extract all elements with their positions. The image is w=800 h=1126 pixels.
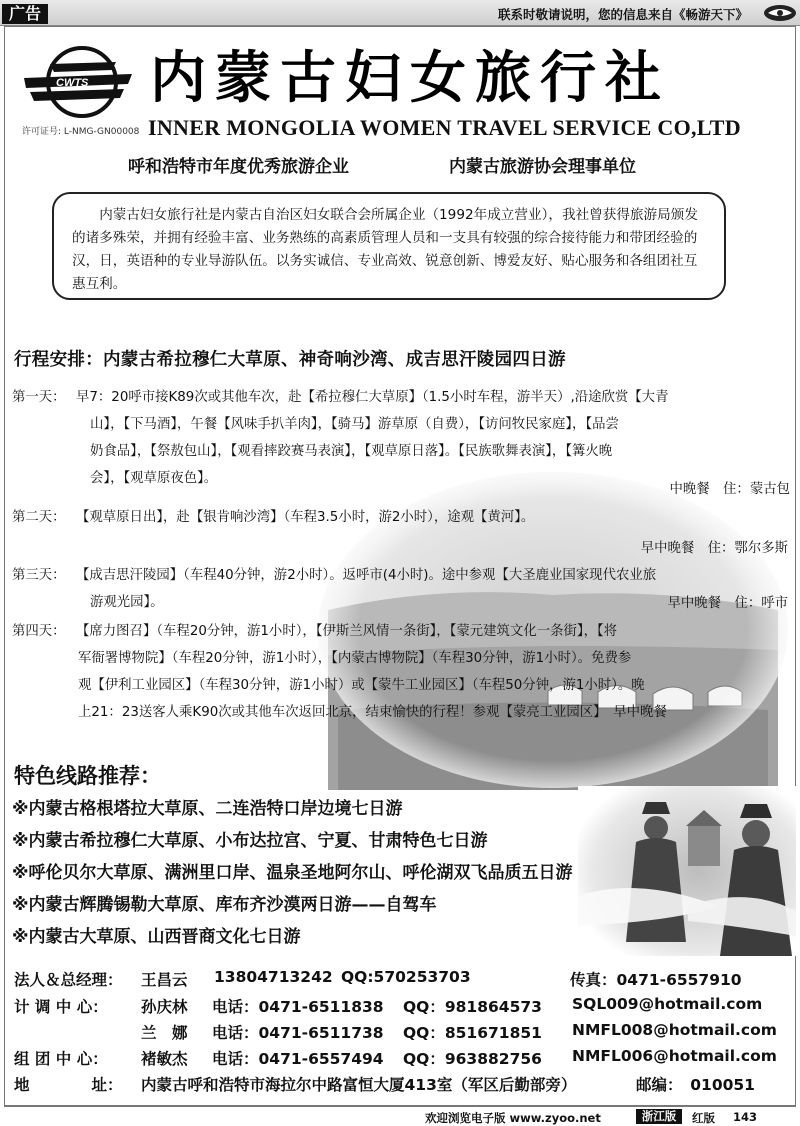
dispatch-phone: 电话：0471-6511838 [212,998,384,1016]
route-item: ※内蒙古大草原、山西晋商文化七日游 [12,927,301,947]
logo-text: CWTS [56,77,89,89]
day-1-line: 山】，【下马酒】，午餐【风味手扒羊肉】，【骑马】游草原（自费），【访问牧民家庭】，【品尝 [90,417,619,432]
day-3-meal: 早中晚餐 住：呼市 [667,596,788,611]
group-center-qq: QQ：963882756 [403,1050,542,1068]
dispatch-email[interactable]: NMFL008@hotmail.com [572,1021,777,1039]
page-number: 143 [733,1110,758,1124]
day-2-label: 第二天： [12,510,66,525]
edition-label: 红版 [692,1111,715,1125]
day-4-label: 第四天： [12,624,66,639]
dispatch-qq: QQ：851671851 [403,1024,542,1042]
day-4-line: 上21：23送客人乘K90次或其他车次返回北京，结束愉快的行程！参观【蒙亮工业园区】 早中晚餐 [78,705,667,720]
group-center-phone: 电话：0471-6557494 [212,1050,384,1068]
ad-tag: 广告 [2,4,48,24]
day-2-meal: 早中晚餐 住：鄂尔多斯 [640,541,788,556]
tagline-2: 内蒙古旅游协会理事单位 [449,157,636,177]
day-1-line: 奶食品】，【祭敖包山】，【观看摔跤赛马表演】，【观草原日落】。【民族歌舞表演】，【篝火晚 [90,444,613,459]
dispatch-phone: 电话：0471-6511738 [212,1024,384,1042]
route-item: ※内蒙古格根塔拉大草原、二连浩特口岸边境七日游 [12,799,403,819]
address-label: 地 址： [14,1076,123,1094]
dispatch-name: 孙庆林 [141,998,188,1016]
magazine-logo-icon [763,3,797,23]
route-item: ※内蒙古希拉穆仁大草原、小布达拉宫、宁夏、甘肃特色七日游 [12,831,488,851]
day-3-label: 第三天： [12,568,66,583]
top-strip [0,0,800,26]
legal-rep-phone: 13804713242 [214,968,333,986]
fax-number: 传真：0471-6557910 [570,971,742,989]
itinerary-title: 行程安排：内蒙古希拉穆仁大草原、神奇响沙湾、成吉思汗陵园四日游 [14,350,566,370]
company-name-en: INNER MONGOLIA WOMEN TRAVEL SERVICE CO,LTD [148,115,741,140]
dispatch-email[interactable]: SQL009@hotmail.com [572,995,763,1013]
address: 内蒙古呼和浩特市海拉尔中路富恒大厦413室（军区后勤部旁） [141,1076,577,1094]
featured-routes-title: 特色线路推荐： [14,764,161,788]
day-4-line: 军衙署博物院】（车程20分钟，游1小时），【内蒙古博物院】（车程30分钟，游1小时）。免费参 [78,651,632,666]
day-1-meal: 中晚餐 住：蒙古包 [669,482,790,497]
day-1-label: 第一天： [12,390,66,405]
day-4-line: 【席力图召】（车程20分钟，游1小时），【伊斯兰风情一条街】，【蒙元建筑文化一条街】，【将 [76,624,618,639]
dispatch-label: 计 调 中 心： [14,998,108,1016]
day-1-line: 早7：20呼市接K89次或其他车次，赴【希拉穆仁大草原】（1.5小时车程，游半天）,沿途欣赏【大青 [76,390,669,405]
dispatch-name: 兰 娜 [141,1024,188,1042]
day-2-line: 【观草原日出】，赴【银肯响沙湾】（车程3.5小时，游2小时），途观【黄河】。 [76,510,535,525]
group-center-name: 褚敏杰 [141,1050,188,1068]
edition-badge: 浙江版 [636,1109,682,1124]
legal-rep-qq: QQ:570253703 [341,968,471,986]
group-center-email[interactable]: NMFL006@hotmail.com [572,1047,777,1065]
legal-rep-name: 王昌云 [141,971,188,989]
dancers-photo [578,786,796,956]
day-4-line: 观【伊利工业园区】（车程30分钟，游1小时）或【蒙牛工业园区】（车程50分钟，游1小时）。晚 [78,678,645,693]
day-1-line: 会】，【观草原夜色】。 [90,471,218,486]
legal-rep-label: 法人＆总经理： [14,971,123,989]
license-number: 许可证号: L-NMG-GN00008 [22,127,140,137]
day-3-line: 游观光园】。 [90,595,164,610]
intro-paragraph: 内蒙古妇女旅行社是内蒙古自治区妇女联合会所属企业（1992年成立营业），我社曾获得旅游局颁发的诸多殊荣，并拥有经验丰富、业务熟练的高素质管理人员和一支具有较强的综合接待能力和带团经验的汉，日，英语种的专业导游队伍。以务实诚信、专业高效、锐意创新、博爱友好、贴心服务和各组团社互惠互利。 [52,192,726,300]
company-logo-icon [20,44,138,120]
footer-divider [4,1106,796,1107]
route-item: ※呼伦贝尔大草原、满洲里口岸、温泉圣地阿尔山、呼伦湖双飞品质五日游 [12,863,573,883]
source-note: 联系时敬请说明，您的信息来自《畅游天下》 [498,7,749,22]
group-center-label: 组 团 中 心： [14,1050,108,1068]
footer-site[interactable]: 欢迎浏览电子版 www.zyoo.net [425,1111,601,1125]
company-name-cn: 内蒙古妇女旅行社 [150,45,670,111]
tagline-1: 呼和浩特市年度优秀旅游企业 [128,157,349,177]
postcode: 邮编： 010051 [636,1076,755,1094]
day-3-line: 【成吉思汗陵园】（车程40分钟，游2小时）。返呼市(4小时)。途中参观【大圣鹿业国家现代农业旅 [76,568,657,583]
route-item: ※内蒙古辉腾锡勒大草原、库布齐沙漠两日游——自驾车 [12,895,437,915]
dispatch-qq: QQ：981864573 [403,998,542,1016]
